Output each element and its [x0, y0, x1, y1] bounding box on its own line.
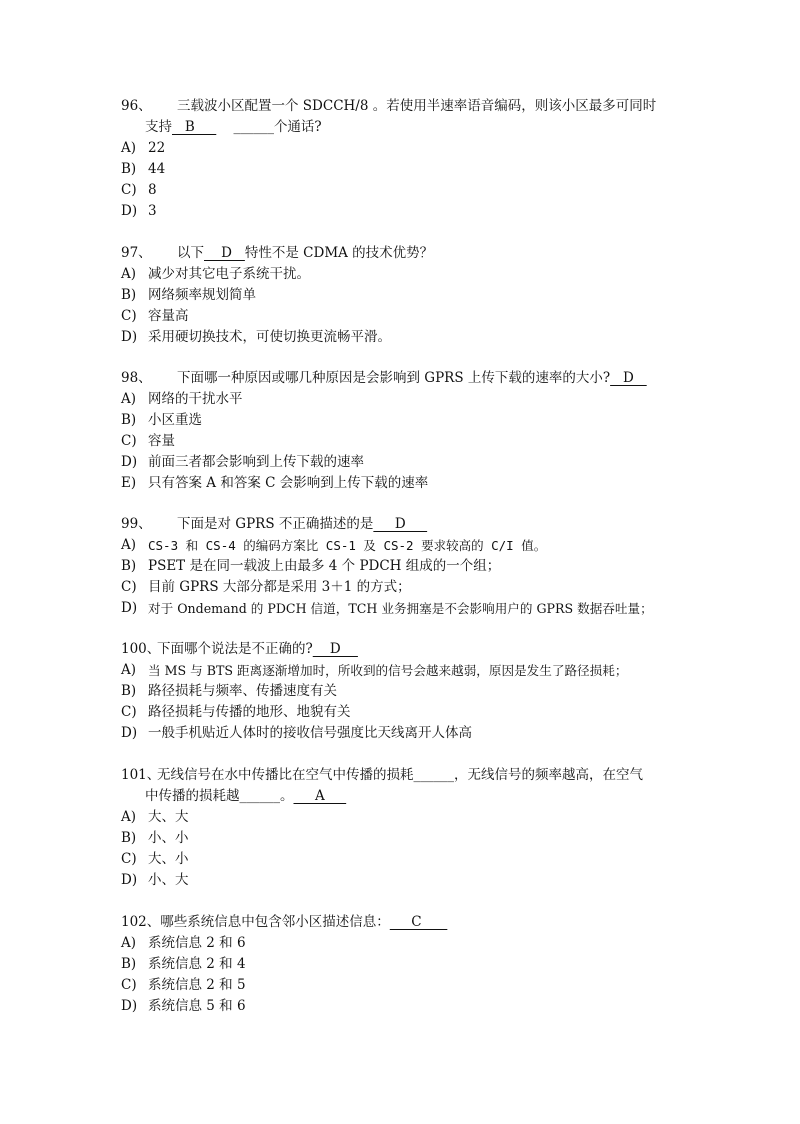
option-label: D): [121, 203, 138, 219]
option-text: 容量: [148, 433, 175, 449]
option-text: 系统信息 2 和 6: [148, 935, 246, 951]
question-number: 96、: [121, 98, 152, 114]
question-stem: [121, 368, 691, 389]
option: [121, 389, 691, 410]
option-text: 减少对其它电子系统干扰。: [148, 266, 310, 282]
option: [121, 954, 691, 975]
question-stem: [121, 96, 691, 117]
option-label: A): [121, 537, 137, 553]
option: [121, 138, 691, 159]
question-text: 三载波小区配置一个 SDCCH/8 。若使用半速率语音编码，则该小区最多可同时: [177, 98, 657, 114]
option-label: D): [121, 725, 138, 741]
question-number: 97、: [121, 245, 152, 261]
question-text: [177, 514, 691, 535]
option-text: 路径损耗与频率、传播速度有关: [148, 683, 337, 699]
answer-blank: D: [204, 245, 245, 261]
option: [121, 180, 691, 201]
option-text: 8: [148, 182, 157, 198]
option: [121, 975, 691, 996]
option-label: B): [121, 558, 137, 574]
option: [121, 660, 691, 681]
answer-blank: D: [610, 370, 647, 386]
option-label: A): [121, 809, 137, 825]
question-text: [157, 639, 691, 660]
option: [121, 681, 691, 702]
question-stem: [121, 243, 691, 264]
option: [121, 306, 691, 327]
option-label: E): [121, 475, 137, 491]
option-label: A): [121, 662, 137, 678]
option-text: 小、小: [148, 830, 189, 846]
option-label: C): [121, 308, 137, 324]
question-text: [121, 912, 691, 933]
question-number: 99、: [121, 516, 152, 532]
option-text: 只有答案 A 和答案 C 会影响到上传下载的速率: [148, 475, 429, 491]
option-label: A): [121, 266, 137, 282]
question-stem: [121, 639, 691, 660]
question-102: [121, 912, 691, 1017]
option-label: C): [121, 704, 137, 720]
option-label: D): [121, 329, 138, 345]
option-label: D): [121, 872, 138, 888]
option: [121, 535, 691, 556]
stem-text: 个通话?: [273, 119, 322, 135]
option-text: 目前 GPRS 大部分都是采用 3＋1 的方式；: [148, 579, 411, 595]
stem-text: 以下: [177, 245, 204, 261]
option-label: D): [121, 998, 138, 1014]
option: [121, 598, 691, 619]
option-text: 大、小: [148, 851, 189, 867]
question-stem-continued: [121, 786, 691, 807]
option: [121, 849, 691, 870]
option-label: D): [121, 600, 138, 616]
option-label: B): [121, 830, 137, 846]
answer-blank: D: [312, 641, 358, 657]
option-text: 对于 Ondemand 的 PDCH 信道，TCH 业务拥塞是不会影响用户的 GPRS 数据吞吐量；: [148, 601, 653, 616]
option: [121, 410, 691, 431]
option-label: B): [121, 956, 137, 972]
question-text: [177, 368, 691, 389]
question-stem: [121, 514, 691, 535]
option-text: 系统信息 2 和 5: [148, 977, 246, 993]
option: [121, 577, 691, 598]
answer-blank: C: [389, 914, 448, 930]
option-label: A): [121, 391, 137, 407]
option-text: 网络频率规划简单: [148, 287, 256, 303]
option-text: 44: [148, 161, 166, 177]
option-label: B): [121, 287, 137, 303]
question-number: 101、: [121, 767, 161, 783]
option-text: 路径损耗与传播的地形、地貌有关: [148, 704, 351, 720]
question-97: [121, 243, 691, 348]
question-number: 100、: [121, 641, 161, 657]
option: [121, 159, 691, 180]
option-label: C): [121, 851, 137, 867]
option-label: D): [121, 454, 138, 470]
option: [121, 473, 691, 494]
option-text: 大、大: [148, 809, 189, 825]
stem-text: 下面是对 GPRS 不正确描述的是: [177, 516, 374, 532]
option-label: B): [121, 161, 137, 177]
stem-spacing: [216, 119, 233, 135]
option-text: 网络的干扰水平: [148, 391, 243, 407]
option-text: PSET 是在同一载波上由最多 4 个 PDCH 组成的一个组；: [148, 558, 501, 574]
option: [121, 452, 691, 473]
option-text: 3: [148, 203, 157, 219]
stem-text: 中传播的损耗越______。: [145, 788, 294, 804]
option: [121, 556, 691, 577]
option-text: 前面三者都会影响到上传下载的速率: [148, 454, 364, 470]
question-number: 98、: [121, 370, 152, 386]
option: [121, 828, 691, 849]
question-101: [121, 765, 691, 891]
question-number: 102、: [121, 914, 161, 930]
option: [121, 723, 691, 744]
option-text: 系统信息 2 和 4: [148, 956, 246, 972]
question-text: 无线信号在水中传播比在空气中传播的损耗______，无线信号的频率越高，在空气: [157, 767, 643, 783]
option-text: 22: [148, 140, 166, 156]
answer-blank: B: [172, 119, 217, 135]
option: [121, 285, 691, 306]
option-label: C): [121, 182, 137, 198]
option: [121, 702, 691, 723]
question-99: [121, 514, 691, 619]
option-text: 小、大: [148, 872, 189, 888]
stem-text: 支持: [145, 119, 172, 135]
blank-line: ______: [233, 119, 274, 135]
option-text: 系统信息 5 和 6: [148, 998, 246, 1014]
option-label: C): [121, 977, 137, 993]
option: [121, 431, 691, 452]
option: [121, 933, 691, 954]
option-text: CS-3 和 CS-4 的编码方案比 CS-1 及 CS-2 要求较高的 C/I 值。: [148, 538, 547, 553]
option: [121, 327, 691, 348]
option-label: B): [121, 683, 137, 699]
option-text: 小区重选: [148, 412, 202, 428]
option: [121, 996, 691, 1017]
question-text: [177, 243, 691, 264]
answer-blank: D: [373, 516, 428, 532]
option: [121, 201, 691, 222]
question-stem: [121, 912, 691, 933]
stem-text: 哪些系统信息中包含邻小区描述信息：: [160, 914, 390, 930]
option-label: B): [121, 412, 137, 428]
question-96: [121, 96, 691, 222]
option-label: C): [121, 433, 137, 449]
option-label: A): [121, 140, 137, 156]
option-label: A): [121, 935, 137, 951]
question-100: [121, 639, 691, 744]
answer-blank: A: [293, 788, 347, 804]
option-label: C): [121, 579, 137, 595]
option: [121, 807, 691, 828]
question-stem: [121, 765, 691, 786]
stem-text: 下面哪个说法是不正确的?: [157, 641, 313, 657]
option-text: 采用硬切换技术，可使切换更流畅平滑。: [148, 329, 391, 345]
option-text: 当 MS 与 BTS 距离逐渐增加时，所收到的信号会越来越弱，原因是发生了路径损耗；: [148, 663, 628, 678]
stem-text: 下面哪一种原因或哪几种原因是会影响到 GPRS 上传下载的速率的大小?: [177, 370, 611, 386]
option-text: 一般手机贴近人体时的接收信号强度比天线离开人体高: [148, 725, 472, 741]
question-98: [121, 368, 691, 494]
option: [121, 264, 691, 285]
option: [121, 870, 691, 891]
question-stem-continued: [121, 117, 691, 138]
option-text: 容量高: [148, 308, 189, 324]
stem-text: 特性不是 CDMA 的技术优势？: [244, 245, 434, 261]
